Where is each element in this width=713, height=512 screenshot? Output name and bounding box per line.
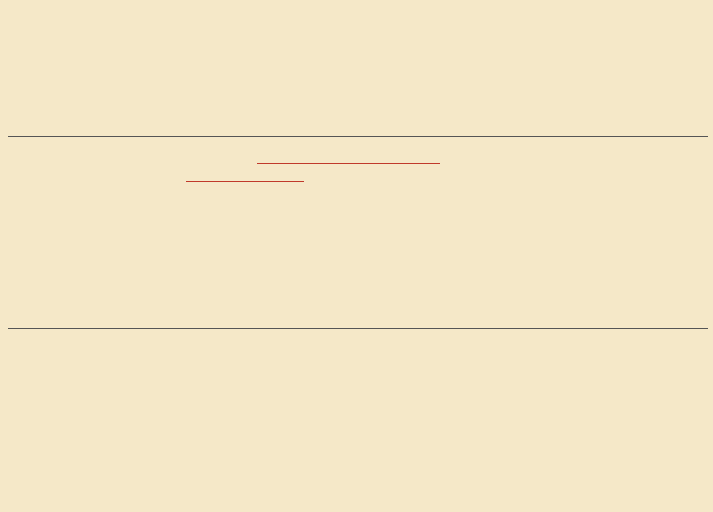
title-underline-2	[186, 181, 304, 182]
table-top-border	[8, 328, 708, 329]
section-divider	[8, 136, 708, 137]
title-underline-1	[257, 163, 440, 164]
